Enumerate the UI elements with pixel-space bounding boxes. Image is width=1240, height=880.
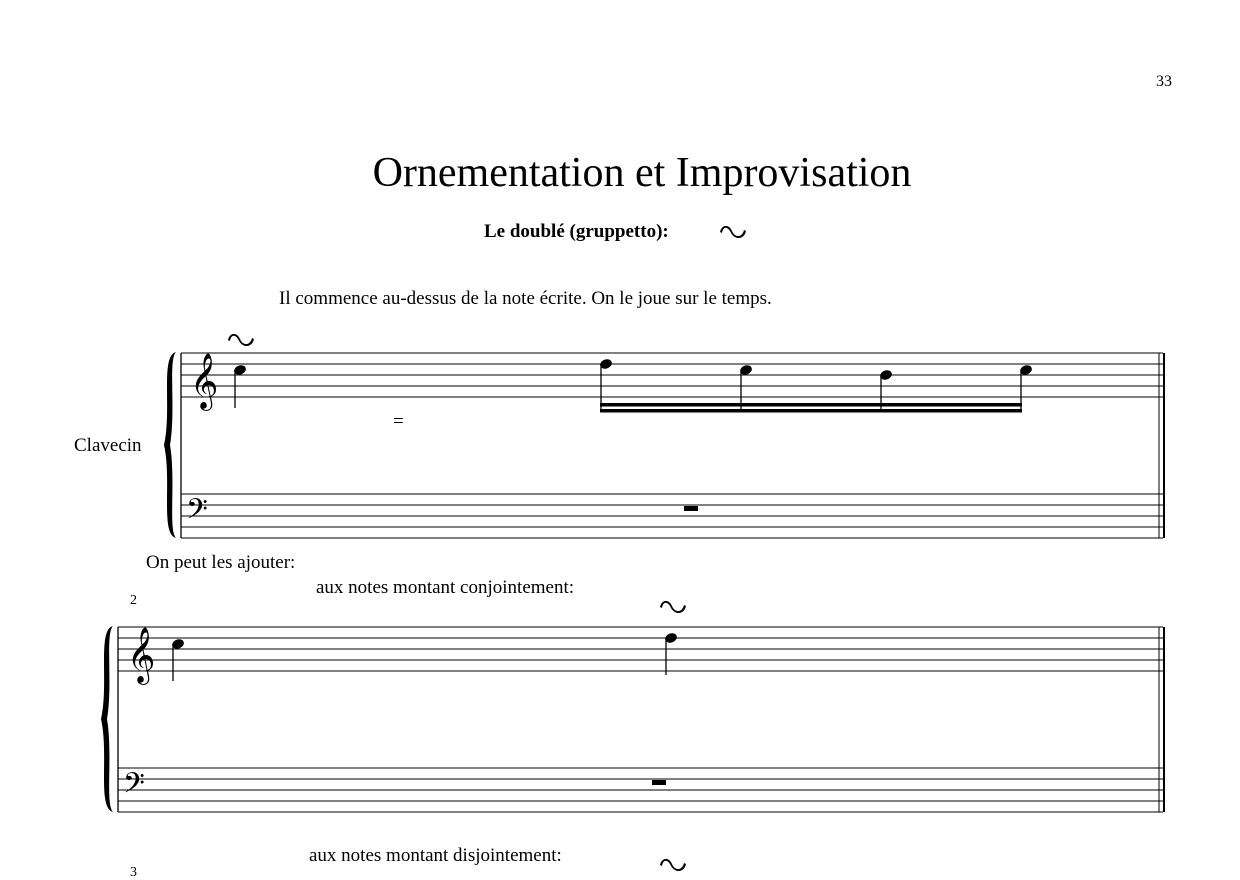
- intro-text: Il commence au-dessus de la note écrite. On le joue sur le temps.: [279, 288, 772, 309]
- brace-icon: [101, 626, 113, 812]
- turn-ornament-icon: [228, 334, 254, 346]
- bass-clef-icon: 𝄢: [123, 767, 145, 807]
- realization-notes: [599, 358, 1033, 413]
- system-2: [101, 601, 1164, 812]
- bass-staff-1: [181, 494, 1163, 538]
- turn-ornament-icon: [720, 226, 746, 238]
- system-1: [164, 334, 1164, 538]
- conjoint-label: aux notes montant conjointement:: [316, 577, 575, 598]
- whole-rest: [684, 506, 698, 511]
- brace-icon: [164, 352, 176, 538]
- subtitle: Le doublé (gruppetto):: [484, 221, 669, 242]
- beam-2: [600, 409, 1022, 413]
- whole-rest: [652, 780, 666, 785]
- treble-staff-2: [118, 627, 1163, 671]
- add-heading: On peut les ajouter:: [146, 552, 296, 573]
- treble-clef-icon: 𝄞: [127, 627, 156, 683]
- note-d: [664, 632, 678, 675]
- disjoint-label: aux notes montant disjointement:: [309, 845, 562, 866]
- page-number: 33: [1156, 73, 1172, 90]
- bass-clef-icon: 𝄢: [186, 493, 208, 533]
- turn-ornament-icon: [660, 859, 686, 871]
- note-c: [171, 638, 185, 681]
- bass-staff-2: [118, 768, 1163, 812]
- measure-number-2: 2: [130, 593, 137, 608]
- measure-number-3: 3: [130, 865, 137, 880]
- instrument-label: Clavecin: [74, 435, 142, 456]
- treble-staff-1: [181, 353, 1163, 397]
- turn-ornament-icon: [660, 601, 686, 613]
- equals-sign: =: [393, 411, 404, 432]
- beam-1: [600, 403, 1022, 407]
- page-title: Ornementation et Improvisation: [372, 150, 912, 196]
- treble-clef-icon: 𝄞: [190, 353, 219, 409]
